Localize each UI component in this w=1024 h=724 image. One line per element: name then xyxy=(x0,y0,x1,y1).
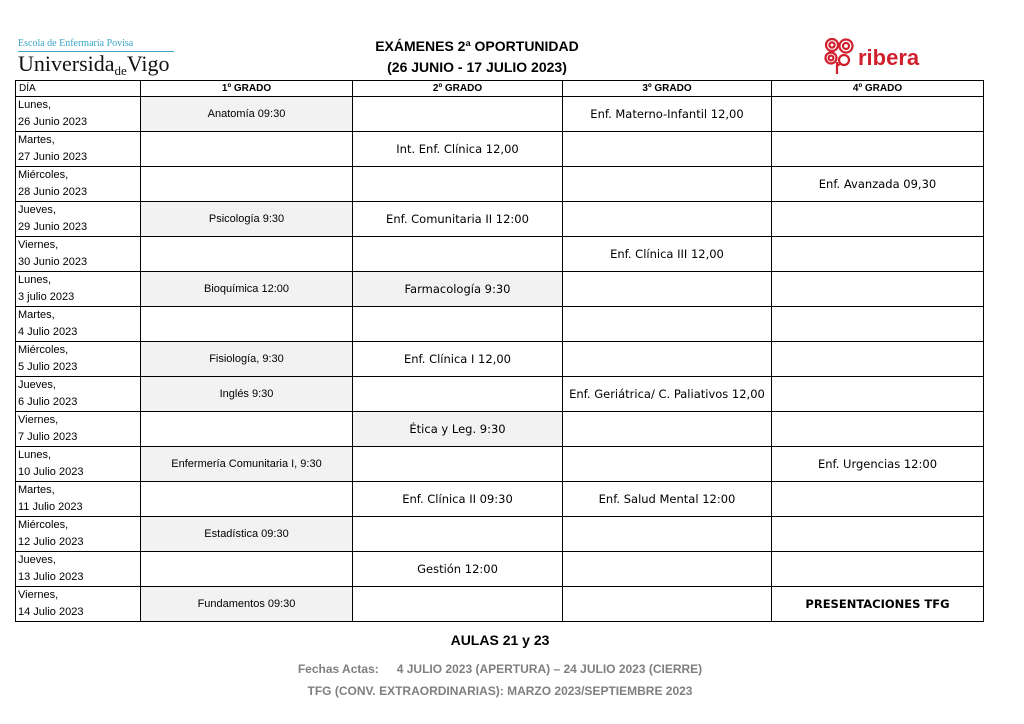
exam-cell-grado-3: Enf. Materno-Infantil 12,00 xyxy=(563,97,772,132)
table-row xyxy=(16,342,984,377)
exam-cell-grado-4 xyxy=(772,237,984,272)
exam-schedule-table xyxy=(15,80,984,622)
weekday: Lunes, xyxy=(18,449,52,461)
table-row xyxy=(16,132,984,167)
weekday: Miércoles, xyxy=(18,519,69,531)
weekday: Viernes, xyxy=(18,239,59,251)
exam-cell-grado-1: Fundamentos 09:30 xyxy=(141,587,353,622)
weekday: Viernes, xyxy=(18,414,59,426)
day-cell xyxy=(16,342,141,377)
day-cell xyxy=(16,167,141,202)
exam-cell-grado-1 xyxy=(141,132,353,167)
table-row xyxy=(16,202,984,237)
exam-cell-grado-3 xyxy=(563,272,772,307)
exam-cell-grado-3 xyxy=(563,517,772,552)
exam-cell-grado-2 xyxy=(353,517,563,552)
exam-cell-grado-4 xyxy=(772,97,984,132)
header-grado-4: 4º GRADO xyxy=(772,81,984,97)
weekday: Lunes, xyxy=(18,99,52,111)
header-grado-3: 3º GRADO xyxy=(563,81,772,97)
table-row xyxy=(16,412,984,447)
weekday: Martes, xyxy=(18,134,55,146)
exam-cell-grado-2 xyxy=(353,587,563,622)
exam-cell-grado-4 xyxy=(772,272,984,307)
exam-cell-grado-3 xyxy=(563,342,772,377)
exam-cell-grado-4 xyxy=(772,412,984,447)
table-header-row xyxy=(16,81,984,97)
date: 4 Julio 2023 xyxy=(18,326,78,338)
exam-cell-grado-4 xyxy=(772,517,984,552)
exam-cell-grado-3: Enf. Geriátrica/ C. Paliativos 12,00 xyxy=(563,377,772,412)
exam-cell-grado-1 xyxy=(141,237,353,272)
table-row xyxy=(16,377,984,412)
exam-cell-grado-4: Enf. Urgencias 12:00 xyxy=(772,447,984,482)
date: 12 Julio 2023 xyxy=(18,536,84,548)
date: 10 Julio 2023 xyxy=(18,466,84,478)
weekday: Viernes, xyxy=(18,589,59,601)
footer-actas xyxy=(250,662,750,676)
day-cell xyxy=(16,447,141,482)
exam-cell-grado-1 xyxy=(141,167,353,202)
exam-cell-grado-1: Enfermería Comunitaria I, 9:30 xyxy=(141,447,353,482)
ribera-tree-icon xyxy=(822,36,858,76)
exam-cell-grado-1 xyxy=(141,412,353,447)
exam-cell-grado-4 xyxy=(772,307,984,342)
date: 26 Junio 2023 xyxy=(18,116,88,128)
date: 7 Julio 2023 xyxy=(18,431,78,443)
exam-cell-grado-2 xyxy=(353,377,563,412)
exam-cell-grado-3: Enf. Salud Mental 12:00 xyxy=(563,482,772,517)
day-cell xyxy=(16,482,141,517)
actas-value: 4 JULIO 2023 (APERTURA) – 24 JULIO 2023 (CIERRE) xyxy=(396,662,703,676)
day-cell xyxy=(16,517,141,552)
weekday: Jueves, xyxy=(18,379,56,391)
exam-cell-grado-3 xyxy=(563,412,772,447)
exam-cell-grado-1 xyxy=(141,552,353,587)
exam-cell-grado-2: Enf. Comunitaria II 12:00 xyxy=(353,202,563,237)
weekday: Miércoles, xyxy=(18,169,69,181)
exam-cell-grado-2: Int. Enf. Clínica 12,00 xyxy=(353,132,563,167)
university-name xyxy=(18,53,178,78)
ribera-logo xyxy=(822,36,934,76)
table-row xyxy=(16,447,984,482)
day-cell xyxy=(16,377,141,412)
title-line-1: EXÁMENES 2ª OPORTUNIDAD xyxy=(375,38,579,54)
day-cell xyxy=(16,202,141,237)
exam-cell-grado-4 xyxy=(772,202,984,237)
university-name-vigo: Vigo xyxy=(126,51,170,76)
actas-label: Fechas Actas: xyxy=(297,662,379,676)
exam-cell-grado-1 xyxy=(141,482,353,517)
date: 28 Junio 2023 xyxy=(18,186,88,198)
exam-cell-grado-2: Ética y Leg. 9:30 xyxy=(353,412,563,447)
exam-cell-grado-3 xyxy=(563,167,772,202)
footer-tfg: TFG (CONV. EXTRAORDINARIAS): MARZO 2023/SEPTIEMBRE 2023 xyxy=(307,684,693,698)
table-row xyxy=(16,482,984,517)
day-cell xyxy=(16,237,141,272)
school-name: Escola de Enfermaría Povisa xyxy=(18,38,134,49)
day-cell xyxy=(16,587,141,622)
date: 30 Junio 2023 xyxy=(18,256,88,268)
table-row xyxy=(16,517,984,552)
exam-cell-grado-2 xyxy=(353,237,563,272)
date: 27 Junio 2023 xyxy=(18,151,88,163)
exam-cell-grado-1: Inglés 9:30 xyxy=(141,377,353,412)
header-dia: DÍA xyxy=(16,81,141,97)
weekday: Martes, xyxy=(18,484,55,496)
exam-cell-grado-4 xyxy=(772,552,984,587)
title-line-2: (26 JUNIO - 17 JULIO 2023) xyxy=(387,59,567,75)
day-cell xyxy=(16,132,141,167)
exam-cell-grado-3: Enf. Clínica III 12,00 xyxy=(563,237,772,272)
table-row xyxy=(16,587,984,622)
exam-cell-grado-2 xyxy=(353,167,563,202)
exam-cell-grado-1: Psicología 9:30 xyxy=(141,202,353,237)
university-name-part: Universida xyxy=(18,51,115,76)
weekday: Martes, xyxy=(18,309,55,321)
exam-cell-grado-1: Anatomía 09:30 xyxy=(141,97,353,132)
exam-cell-grado-3 xyxy=(563,132,772,167)
date: 29 Junio 2023 xyxy=(18,221,88,233)
date: 14 Julio 2023 xyxy=(18,606,84,618)
day-cell xyxy=(16,307,141,342)
page-title xyxy=(300,36,654,78)
exam-cell-grado-2: Enf. Clínica II 09:30 xyxy=(353,482,563,517)
table-row xyxy=(16,97,984,132)
table-row xyxy=(16,307,984,342)
day-cell xyxy=(16,272,141,307)
exam-cell-grado-2 xyxy=(353,307,563,342)
exam-cell-grado-4: PRESENTACIONES TFG xyxy=(772,587,984,622)
weekday: Lunes, xyxy=(18,274,52,286)
exam-cell-grado-4 xyxy=(772,132,984,167)
table-row xyxy=(16,552,984,587)
weekday: Miércoles, xyxy=(18,344,69,356)
exam-cell-grado-3 xyxy=(563,202,772,237)
date: 6 Julio 2023 xyxy=(18,396,78,408)
exam-cell-grado-1: Estadística 09:30 xyxy=(141,517,353,552)
exam-cell-grado-4 xyxy=(772,377,984,412)
table-row xyxy=(16,272,984,307)
exam-cell-grado-3 xyxy=(563,307,772,342)
header-grado-2: 2º GRADO xyxy=(353,81,563,97)
table-row xyxy=(16,237,984,272)
aulas-note: AULAS 21 y 23 xyxy=(450,632,550,648)
exam-cell-grado-4 xyxy=(772,342,984,377)
exam-cell-grado-1: Bioquímica 12:00 xyxy=(141,272,353,307)
exam-cell-grado-3 xyxy=(563,587,772,622)
date: 5 Julio 2023 xyxy=(18,361,78,373)
exam-cell-grado-1 xyxy=(141,307,353,342)
exam-cell-grado-2 xyxy=(353,97,563,132)
exam-cell-grado-3 xyxy=(563,552,772,587)
day-cell xyxy=(16,412,141,447)
exam-cell-grado-4: Enf. Avanzada 09,30 xyxy=(772,167,984,202)
universidad-vigo-logo xyxy=(18,38,178,78)
date: 13 Julio 2023 xyxy=(18,571,84,583)
day-cell xyxy=(16,97,141,132)
ribera-text: ribera xyxy=(858,45,920,70)
exam-cell-grado-3 xyxy=(563,447,772,482)
exam-cell-grado-2: Gestión 12:00 xyxy=(353,552,563,587)
weekday: Jueves, xyxy=(18,554,56,566)
date: 11 Julio 2023 xyxy=(18,501,83,513)
header-grado-1: 1º GRADO xyxy=(141,81,353,97)
day-cell xyxy=(16,552,141,587)
date: 3 julio 2023 xyxy=(18,291,75,303)
exam-cell-grado-1: Fisiología, 9:30 xyxy=(141,342,353,377)
exam-cell-grado-2: Farmacología 9:30 xyxy=(353,272,563,307)
exam-cell-grado-2 xyxy=(353,447,563,482)
table-row xyxy=(16,167,984,202)
weekday: Jueves, xyxy=(18,204,56,216)
exam-cell-grado-4 xyxy=(772,482,984,517)
university-name-de: de xyxy=(114,63,127,78)
exam-cell-grado-2: Enf. Clínica I 12,00 xyxy=(353,342,563,377)
